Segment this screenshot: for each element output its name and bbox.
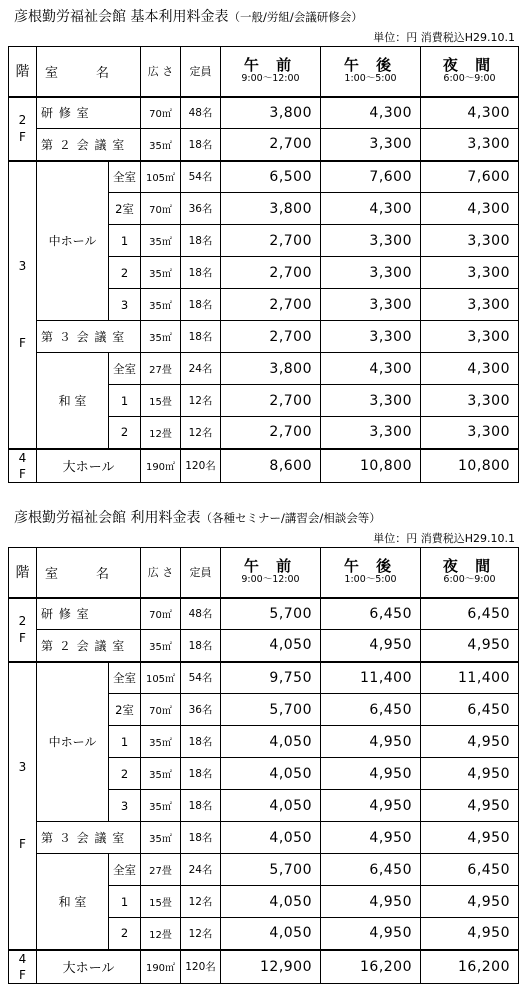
room-subdivision: 3 — [109, 790, 141, 822]
price-evening: 11,400 — [421, 662, 519, 694]
capacity-cell: 120名 — [181, 449, 221, 483]
price-evening: 6,450 — [421, 854, 519, 886]
table-title — [14, 6, 363, 26]
header-morning-label: 午 前 — [243, 56, 298, 75]
table-row — [9, 950, 519, 984]
price-morning: 2,700 — [221, 225, 321, 257]
capacity-cell: 18名 — [181, 129, 221, 161]
price-morning: 9,750 — [221, 662, 321, 694]
price-afternoon: 3,300 — [321, 289, 421, 321]
capacity-cell: 12名 — [181, 918, 221, 950]
header-morning-hours: 9:00～12:00 — [241, 73, 300, 85]
floor-4f-number: 4 — [18, 450, 27, 465]
header-afternoon — [321, 47, 421, 97]
price-evening: 4,300 — [421, 193, 519, 225]
area-cell: 190㎡ — [141, 449, 181, 483]
header-morning — [221, 548, 321, 598]
room-subdivision: 全室 — [109, 662, 141, 694]
table-row — [9, 129, 519, 161]
capacity-cell: 48名 — [181, 598, 221, 630]
header-afternoon — [321, 548, 421, 598]
price-morning: 2,700 — [221, 257, 321, 289]
floor-2f-suffix: F — [19, 129, 26, 144]
price-morning: 12,900 — [221, 950, 321, 984]
price-evening: 3,300 — [421, 417, 519, 449]
price-afternoon: 4,950 — [321, 726, 421, 758]
price-morning: 2,700 — [221, 417, 321, 449]
header-floor: 階 — [9, 47, 37, 97]
header-capacity: 定員 — [181, 548, 221, 598]
room-name: 第 ２ 会 議 室 — [37, 129, 141, 161]
floor-3f-number: 3 — [18, 760, 27, 775]
capacity-cell: 24名 — [181, 854, 221, 886]
room-subdivision: 2 — [109, 417, 141, 449]
price-evening: 10,800 — [421, 449, 519, 483]
price-morning: 3,800 — [221, 193, 321, 225]
room-name: 研 修 室 — [37, 97, 141, 129]
room-name: 研 修 室 — [37, 598, 141, 630]
room-subdivision: 全室 — [109, 161, 141, 193]
capacity-cell: 18名 — [181, 321, 221, 353]
header-morning — [221, 47, 321, 97]
room-subdivision: 1 — [109, 225, 141, 257]
area-cell: 35㎡ — [141, 630, 181, 662]
price-afternoon: 7,600 — [321, 161, 421, 193]
capacity-cell: 12名 — [181, 385, 221, 417]
room-subdivision: 全室 — [109, 854, 141, 886]
price-afternoon: 6,450 — [321, 694, 421, 726]
area-cell: 35㎡ — [141, 790, 181, 822]
header-afternoon-hours: 1:00～5:00 — [344, 574, 397, 586]
price-afternoon: 3,300 — [321, 129, 421, 161]
area-cell: 35㎡ — [141, 726, 181, 758]
area-cell: 15畳 — [141, 886, 181, 918]
capacity-cell: 12名 — [181, 886, 221, 918]
header-row — [9, 548, 519, 598]
area-cell: 12畳 — [141, 918, 181, 950]
table-row — [9, 321, 519, 353]
price-evening: 4,950 — [421, 886, 519, 918]
price-afternoon: 4,950 — [321, 790, 421, 822]
area-cell: 70㎡ — [141, 694, 181, 726]
room-subdivision: 2室 — [109, 694, 141, 726]
header-morning-label: 午 前 — [243, 557, 298, 576]
floor-4f — [9, 950, 37, 984]
header-evening-label: 夜 間 — [442, 56, 497, 75]
area-cell: 12畳 — [141, 417, 181, 449]
capacity-cell: 18名 — [181, 822, 221, 854]
room-group-japanese-room: 和 室 — [37, 854, 109, 950]
capacity-cell: 36名 — [181, 694, 221, 726]
room-name: 第 ２ 会 議 室 — [37, 630, 141, 662]
price-morning: 4,050 — [221, 822, 321, 854]
price-afternoon: 3,300 — [321, 385, 421, 417]
room-subdivision: 2 — [109, 758, 141, 790]
room-subdivision: 全室 — [109, 353, 141, 385]
price-evening: 6,450 — [421, 694, 519, 726]
price-evening: 6,450 — [421, 598, 519, 630]
area-cell: 105㎡ — [141, 161, 181, 193]
price-evening: 3,300 — [421, 129, 519, 161]
header-evening — [421, 47, 519, 97]
price-morning: 6,500 — [221, 161, 321, 193]
price-afternoon: 3,300 — [321, 225, 421, 257]
price-afternoon: 6,450 — [321, 854, 421, 886]
price-morning: 4,050 — [221, 918, 321, 950]
price-morning: 5,700 — [221, 598, 321, 630]
price-morning: 2,700 — [221, 129, 321, 161]
room-name: 第 ３ 会 議 室 — [37, 822, 141, 854]
header-evening-hours: 6:00～9:00 — [443, 574, 496, 586]
capacity-cell: 48名 — [181, 97, 221, 129]
room-subdivision: 1 — [109, 726, 141, 758]
header-room-name — [37, 548, 141, 598]
header-room-char2: 名 — [96, 566, 110, 582]
fee-table — [8, 547, 519, 984]
header-room-name — [37, 47, 141, 97]
price-morning: 4,050 — [221, 726, 321, 758]
price-afternoon: 4,950 — [321, 822, 421, 854]
area-cell: 35㎡ — [141, 129, 181, 161]
price-morning: 2,700 — [221, 289, 321, 321]
price-afternoon: 4,950 — [321, 758, 421, 790]
area-cell: 70㎡ — [141, 97, 181, 129]
room-name: 大ホール — [37, 950, 141, 984]
price-afternoon: 4,950 — [321, 886, 421, 918]
price-evening: 3,300 — [421, 385, 519, 417]
price-morning: 3,800 — [221, 353, 321, 385]
price-evening: 4,950 — [421, 918, 519, 950]
header-capacity: 定員 — [181, 47, 221, 97]
floor-3f-suffix: F — [19, 335, 26, 350]
price-evening: 4,300 — [421, 97, 519, 129]
capacity-cell: 120名 — [181, 950, 221, 984]
table-row — [9, 854, 519, 886]
room-subdivision: 2 — [109, 918, 141, 950]
header-area: 広 さ — [141, 47, 181, 97]
header-afternoon-label: 午 後 — [343, 557, 398, 576]
room-group-middle-hall: 中ホール — [37, 161, 109, 321]
floor-3f — [9, 662, 37, 950]
header-afternoon-label: 午 後 — [343, 56, 398, 75]
fee-table — [8, 46, 519, 483]
price-morning: 4,050 — [221, 758, 321, 790]
price-afternoon: 4,300 — [321, 97, 421, 129]
price-afternoon: 3,300 — [321, 417, 421, 449]
price-evening: 3,300 — [421, 321, 519, 353]
header-room-char1: 室 — [45, 566, 59, 582]
floor-4f-suffix: F — [19, 967, 26, 982]
floor-3f-suffix: F — [19, 836, 26, 851]
price-afternoon: 16,200 — [321, 950, 421, 984]
price-evening: 4,950 — [421, 822, 519, 854]
floor-4f — [9, 449, 37, 483]
unit-note: 単位：円 消費税込H29.10.1 — [373, 31, 515, 44]
price-evening: 4,950 — [421, 726, 519, 758]
price-evening: 3,300 — [421, 257, 519, 289]
price-evening: 4,950 — [421, 630, 519, 662]
price-morning: 5,700 — [221, 694, 321, 726]
table-row — [9, 353, 519, 385]
title-subtitle: （各種セミナー/講習会/相談会等） — [200, 511, 381, 525]
floor-2f-number: 2 — [18, 614, 27, 629]
room-group-middle-hall: 中ホール — [37, 662, 109, 822]
price-evening: 16,200 — [421, 950, 519, 984]
title-main: 彦根勤労福祉会館 利用料金表 — [14, 510, 201, 526]
table-row — [9, 161, 519, 193]
table-row — [9, 822, 519, 854]
table-row — [9, 449, 519, 483]
header-room-char2: 名 — [96, 65, 110, 81]
floor-4f-suffix: F — [19, 466, 26, 481]
price-evening: 7,600 — [421, 161, 519, 193]
floor-2f — [9, 97, 37, 161]
area-cell: 35㎡ — [141, 321, 181, 353]
table-row — [9, 598, 519, 630]
header-morning-hours: 9:00～12:00 — [241, 574, 300, 586]
area-cell: 70㎡ — [141, 193, 181, 225]
capacity-cell: 24名 — [181, 353, 221, 385]
price-evening: 4,950 — [421, 758, 519, 790]
area-cell: 35㎡ — [141, 289, 181, 321]
header-evening-label: 夜 間 — [442, 557, 497, 576]
capacity-cell: 54名 — [181, 161, 221, 193]
area-cell: 27畳 — [141, 854, 181, 886]
header-row — [9, 47, 519, 97]
room-subdivision: 2室 — [109, 193, 141, 225]
price-morning: 5,700 — [221, 854, 321, 886]
price-afternoon: 3,300 — [321, 257, 421, 289]
price-morning: 3,800 — [221, 97, 321, 129]
header-evening — [421, 548, 519, 598]
room-subdivision: 1 — [109, 886, 141, 918]
capacity-cell: 54名 — [181, 662, 221, 694]
area-cell: 105㎡ — [141, 662, 181, 694]
floor-3f — [9, 161, 37, 449]
price-morning: 8,600 — [221, 449, 321, 483]
title-main: 彦根勤労福祉会館 基本利用料金表 — [14, 9, 229, 25]
room-subdivision: 2 — [109, 257, 141, 289]
room-group-japanese-room: 和 室 — [37, 353, 109, 449]
price-morning: 2,700 — [221, 385, 321, 417]
table-title — [14, 507, 381, 527]
area-cell: 190㎡ — [141, 950, 181, 984]
header-afternoon-hours: 1:00～5:00 — [344, 73, 397, 85]
room-name: 大ホール — [37, 449, 141, 483]
area-cell: 35㎡ — [141, 822, 181, 854]
area-cell: 35㎡ — [141, 225, 181, 257]
capacity-cell: 18名 — [181, 257, 221, 289]
area-cell: 35㎡ — [141, 257, 181, 289]
capacity-cell: 12名 — [181, 417, 221, 449]
capacity-cell: 18名 — [181, 726, 221, 758]
header-evening-hours: 6:00～9:00 — [443, 73, 496, 85]
table-row — [9, 97, 519, 129]
header-floor: 階 — [9, 548, 37, 598]
room-subdivision: 3 — [109, 289, 141, 321]
price-afternoon: 4,300 — [321, 353, 421, 385]
capacity-cell: 18名 — [181, 630, 221, 662]
price-afternoon: 11,400 — [321, 662, 421, 694]
title-subtitle: （一般/労組/会議研修会） — [228, 10, 363, 24]
area-cell: 70㎡ — [141, 598, 181, 630]
unit-note: 単位：円 消費税込H29.10.1 — [373, 532, 515, 545]
floor-2f — [9, 598, 37, 662]
price-morning: 2,700 — [221, 321, 321, 353]
capacity-cell: 18名 — [181, 225, 221, 257]
price-morning: 4,050 — [221, 790, 321, 822]
table-row — [9, 662, 519, 694]
table-row — [9, 630, 519, 662]
room-subdivision: 1 — [109, 385, 141, 417]
capacity-cell: 18名 — [181, 758, 221, 790]
price-afternoon: 4,300 — [321, 193, 421, 225]
price-afternoon: 10,800 — [321, 449, 421, 483]
price-afternoon: 4,950 — [321, 918, 421, 950]
header-area: 広 さ — [141, 548, 181, 598]
area-cell: 15畳 — [141, 385, 181, 417]
price-afternoon: 4,950 — [321, 630, 421, 662]
price-afternoon: 3,300 — [321, 321, 421, 353]
price-evening: 4,300 — [421, 353, 519, 385]
price-evening: 4,950 — [421, 790, 519, 822]
price-evening: 3,300 — [421, 225, 519, 257]
header-room-char1: 室 — [45, 65, 59, 81]
floor-2f-number: 2 — [18, 113, 27, 128]
capacity-cell: 18名 — [181, 289, 221, 321]
floor-2f-suffix: F — [19, 630, 26, 645]
room-name: 第 ３ 会 議 室 — [37, 321, 141, 353]
capacity-cell: 18名 — [181, 790, 221, 822]
price-evening: 3,300 — [421, 289, 519, 321]
price-afternoon: 6,450 — [321, 598, 421, 630]
capacity-cell: 36名 — [181, 193, 221, 225]
price-morning: 4,050 — [221, 886, 321, 918]
area-cell: 27畳 — [141, 353, 181, 385]
floor-4f-number: 4 — [18, 951, 27, 966]
price-morning: 4,050 — [221, 630, 321, 662]
area-cell: 35㎡ — [141, 758, 181, 790]
floor-3f-number: 3 — [18, 259, 27, 274]
